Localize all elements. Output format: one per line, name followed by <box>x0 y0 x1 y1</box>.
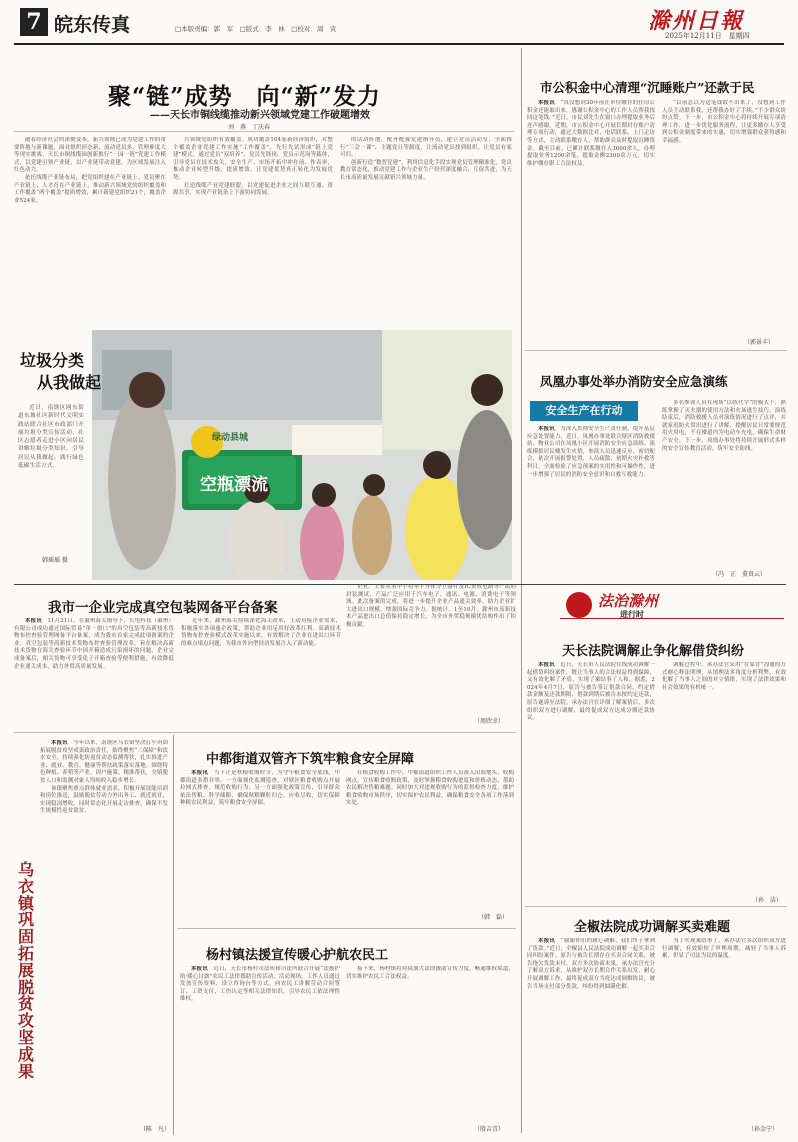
packaging-column-1 <box>14 618 174 726</box>
column-divider-left <box>173 735 174 1135</box>
grain-column-2 <box>346 770 514 918</box>
poverty-text <box>40 740 168 786</box>
legal-banner-rule <box>560 618 784 619</box>
column-divider-right <box>521 48 522 1133</box>
quanjiao-title: 全椒法院成功调解买卖难题 <box>574 920 731 935</box>
page-number: 7 <box>26 9 42 35</box>
fund-author: （郭景丰） <box>744 339 775 346</box>
yangcun-title: 杨村镇法援宣传暖心护航农民工 <box>206 948 389 963</box>
safety-banner <box>530 401 638 421</box>
poverty-body: 今年以来，南谯区乌衣镇坚决扛牢巩固拓展脱贫攻坚成果政治责任，始终聚焦“三保障”和饮水安全，持续强化防返贫动态监测帮扶，扎实推进产业、就业、教育、健康等帮扶政策落实落地。围绕特色种植、养殖等产业，因户施策、精准帮扶，全镇脱贫人口和监测对象人均纯收入稳步增长。 <box>40 740 168 784</box>
packaging-text-continued: 近年来，滁州海关持续深化海关改革，主动对接企业需求，积极落实各项惠企政策，帮助企业用足用好改革红利。高新技术货物布控查验模式改革实施以来，有效解决了企业在进出口环节的难点堵点问题，为我市外向型经济发展注入了新动能。 <box>181 618 341 647</box>
poverty-author: （陈 凡） <box>140 1126 171 1133</box>
side-title-2: 从我做起 <box>37 373 102 392</box>
page-number-box <box>20 8 48 36</box>
grain-text <box>180 770 340 808</box>
quanjiao-dateline: 本报讯 <box>538 938 556 944</box>
fund-title: 市公积金中心清理“沉睡账户”还款于民 <box>540 80 755 95</box>
fund-column-2 <box>662 100 786 340</box>
lead-paragraph: 创新打造“数智党建”，利用信息化手段实现党员管理精准化，党员教育常态化，推动党建工作与企业生产经营深度融合、互促共进，为天长市高质量发展贡献新兴领域力量。 <box>340 159 512 181</box>
safety-author: （冯 正 董贵云） <box>712 571 767 578</box>
lead-paragraph: 的活动阵地，配齐配强党建指导员，建立党员活动室，全面推行“三会一课”、主题党日等制度，让流动党员找到组织、让党员有家可归。 <box>340 137 512 159</box>
quanjiao-column-1 <box>527 938 655 1136</box>
safety-body: 为深入贯彻安全生产责任制，提升基层应急处置能力，近日，凤凰办事处联合辖区消防救援站、物业公司在凤凰小区开展消防安全应急演练。演练模拟居民楼发生火情，参演人员迅速反应、密切配合，依次开展报警处置、人员疏散、初期火灾扑救等科目，全面检验了应急预案的实用性和可操作性，进一步增强了居民的消防安全意识和自救互救能力。 <box>527 426 655 478</box>
safety-text <box>527 426 655 479</box>
yangcun-body-2: 接下来，杨村镇将持续加大法律援助宣传力度，畅通维权渠道，切实维护农民工合法权益。 <box>346 966 514 980</box>
legal-banner-icon <box>566 592 592 618</box>
fund-divider <box>525 350 787 351</box>
legal-text <box>527 662 655 723</box>
yangcun-column-1 <box>180 966 340 1136</box>
fund-text-continued: “以前总以为这笔钱取不出来了，没想到工作人员主动联系我，还帮我办好了手续。”不少群众纷纷点赞。下一步，市公积金中心将持续开展专项清理工作，进一步优化服务流程，让更多缴存人享受到公积金制度带来的实惠，切实增强群众获得感和幸福感。 <box>662 100 786 144</box>
photo-banner-text: 空瓶漂流 <box>200 475 268 495</box>
quanjiao-body: “谢谢你们的耐心调解，我们终于拿到了货款。”近日，全椒县人民法院成功调解一起买卖合同纠纷案件。原告与被告长期存在买卖合同关系，被告拖欠货款未付，双方多次协商未果。承办法官充分了解双方诉求，从维护双方长期合作关系出发，耐心开展调解工作，最终促成双方当庭达成调解协议，被告当场支付部分货款，纠纷得到圆满化解。 <box>527 938 655 990</box>
newspaper-name: 滁州日報 <box>648 8 745 34</box>
legal-body-2: 调解过程中，承办法官采用“背靠背”沟通的方式耐心释法明理，从情理法多角度分析利弊，有效化解了当事人之间的对立情绪，实现了法律效果和社会效果的有机统一。 <box>662 662 786 691</box>
yangcun-dateline: 本报讯 <box>191 966 208 972</box>
safety-text-continued: 多名参训人员在现场“以练代学”的模式下，熟练掌握了灭火器的使用方法和火场逃生技巧。演练结束后，消防救援人员对演练情况进行了点评，并就家庭防火常识进行了讲解，提醒居民日常要规范用火用电，不在楼道内为电动车充电，确保生命财产安全。下一步，凤凰办事处将持续开展形式多样的安全宣传教育活动，筑牢安全防线。 <box>662 400 786 452</box>
packaging-text <box>14 618 174 671</box>
legal-banner <box>566 590 776 620</box>
lead-paragraph: 兴领域党组织有效覆盖。成功覆盖104家新经济组织，对整个覆盖企业党建工作实施“工作覆盖”，先行先试形成“链上党建”模式。通过党员“双培养”、党员先锋岗、党员示范岗等载体，引导党员在技术攻关、安全生产、市场开拓中冲在前、作表率，推动企业转型升级、提质增效，让党建优势真正转化为发展优势。 <box>173 137 333 181</box>
packaging-column-3 <box>346 584 516 724</box>
lower-left-rule <box>14 732 516 733</box>
quanjiao-column-2 <box>662 938 786 1124</box>
safety-column-1 <box>527 426 655 574</box>
packaging-body: 11月21日，在滁州海关指导下，长电科技（滁州）有限公司成功通过国际贸易“单一窗口”的真空包装等高新技术货物布控查验管理网备平台备案，成为我市首家完成此项备案的企业。真空包装等高新技术货物布控查验管理改革，旨在解决高新技术货物在海关查验环节中因开箱造成污染损坏的问题，企业完成备案后，相关货物可享受免于开箱查验等便利措施，有效降低企业通关成本，助力外贸高质量发展。 <box>14 618 174 670</box>
yangcun-author: （殷吉青） <box>474 1126 505 1133</box>
side-story-byline: 韩瑶瑶 摄 <box>42 557 68 564</box>
poverty-column-1 <box>40 740 168 1130</box>
grain-title: 中都街道双管齐下筑牢粮食安全屏障 <box>206 752 415 767</box>
legal-body: 近日，天长市人民法院在线成功调解一起借贷纠纷案件，既让当事人的合法权益得到保障，又有效化解了矛盾，实现了案结事了人和。据悉，2024年4月7日，原告与被告签订借款合同，约定借款金额及还款期限，借款到期后被告未按约定还款，原告遂诉至法院。承办法官在详细了解案情后，多次组织双方进行调解，最终促成双方达成分期还款协议。 <box>527 662 655 722</box>
page-header <box>0 0 798 44</box>
lead-paragraph: 随着经济社会的深刻变革，新兴领域已成为党建工作的重要阵地与新课题。面对组织形态新、流动党员多、管理难度大等现实挑战，天长市铜线缆园创新推行“一园一链”党建工作模式，以党建引领产业链，以产业链带动党建，为区域发展注入红色动力。 <box>14 137 166 174</box>
legal-divider <box>525 906 787 907</box>
safety-dateline: 本报讯 <box>538 426 555 432</box>
poverty-dateline: 本报讯 <box>51 740 68 746</box>
legal-column-2 <box>662 662 786 900</box>
packaging-author: （周欣幸） <box>474 718 505 725</box>
photo-illustration <box>92 330 512 580</box>
packaging-title: 我市一企业完成真空包装网备平台备案 <box>48 600 278 616</box>
lead-subtitle: ——天长市铜线缆推动新兴领域党建工作破题增效 <box>150 110 370 121</box>
quanjiao-text <box>527 938 655 991</box>
packaging-dateline: 本报讯 <box>25 618 42 624</box>
safety-title: 凤凰办事处举办消防安全应急演练 <box>540 374 728 389</box>
photo-banner-sub: 绿动县城 <box>212 433 249 443</box>
lead-column-3 <box>340 137 512 289</box>
yangcun-column-2 <box>346 966 514 1124</box>
side-title-1: 垃圾分类 <box>20 351 85 370</box>
header-rule <box>14 43 784 45</box>
grain-dateline: 本报讯 <box>191 770 209 776</box>
packaging-text-continued: 企业。主要从事中小功率半导体分立器件及IC集成电路等产品的封装测试，产品广泛应用于汽车电子、通讯、电源、消费电子等领域。此次备案的完成，将进一步提升企业产品通关效率，助力企业扩大进出口规模，增强国际竞争力。据统计，1至10月，滁州市高新技术产品进出口总值保持稳定增长，为全市外贸稳规模优结构作出了积极贡献。 <box>346 584 516 628</box>
safety-banner-text: 安全生产在行动 <box>545 404 623 417</box>
grain-body: 当下正是秋粮收购时节，为守牢粮食安全底线，中都街道多措并举，一方面强化监测巡查，对辖区粮食收购点开展拉网式排查，规范收购行为；另一方面强化政策宣传，引导群众依法售粮、科学储粮，确保秋粮颗粒归仓、应收尽收，切实保障种粮农民利益，筑牢粮食安全屏障。 <box>180 770 340 807</box>
yangcun-text <box>180 966 340 1004</box>
legal-column-1 <box>527 662 655 902</box>
issue-date: 2025年12月11日 星期四 <box>665 32 750 40</box>
grain-divider <box>177 928 516 929</box>
lead-paragraph: 依托线缆产业链布局，把党组织建在产业链上、党员聚在产业链上、人才育在产业链上，推动新兴领域党的组织覆盖和工作覆盖“两个覆盖”提质增效，累计新建党组织21个，覆盖企业524家。 <box>14 174 166 204</box>
quanjiao-author: （孙金宁） <box>748 1126 779 1133</box>
fund-text <box>527 100 655 168</box>
grain-column-1 <box>180 770 340 920</box>
legal-title: 天长法院调解止争化解借贷纠纷 <box>562 644 745 659</box>
lead-column-1 <box>14 137 166 337</box>
poverty-body-2: 该镇聚焦重点群体就业需求，积极开展技能培训和岗位推送，鼓励脱贫劳动力外出务工、就近就业，实现稳岗增收。同时常态化开展走访排查，确保不发生规模性返贫致贫。 <box>40 785 168 815</box>
legal-banner-sub: 进行时 <box>620 609 644 619</box>
grain-text-continued: 在粮食收购工作中，中都街道组织工作人员深入田间地头、收购网点，宣传粮食收购政策，及时掌握粮食收购进度和价格动态，帮助农民解决售粮难题。同时加大对违规收购行为的监督检查力度，维护粮食收购市场秩序，切实保护农民利益，确保粮食安全各项工作落到实处。 <box>346 770 514 807</box>
side-story-body <box>18 404 84 524</box>
lead-byline: 刘 燕 丁庆春 <box>228 124 271 131</box>
news-photo <box>92 330 512 580</box>
side-story-text: 近日，南谯区网东街道东坡社区新时代文明实践站联合社区市政部门开展垃圾分类宣传活动，社区志愿者走进小区向居民讲解垃圾分类知识，引导居民从我做起，践行绿色低碳生活方式。 <box>18 405 84 470</box>
packaging-column-2 <box>181 618 341 726</box>
fund-body: “真没想到30年前在单位缴存的住房公积金还能取出来，感谢公积金中心的工作人员帮我找回这笔钱。”近日，市民刘先生在窗口办理提取业务后连声感谢。近期，市公积金中心开展长期封存账户清理专项行动，通过大数据比对、电话联系、上门走访等方式，主动联系缴存人，帮助群众及时提取沉睡资金。截至目前，已累计联系缴存人3600余人，办理提取业务1200余笔，提取金额2300余万元，切实维护缴存职工合法权益。 <box>527 100 655 167</box>
quanjiao-body-2: 为了实现案结事了，承办法官多次组织双方进行调解，有效缩短了审理周期，减轻了当事人诉累，彰显了司法为民的温度。 <box>662 938 786 960</box>
fund-column-1 <box>527 100 655 340</box>
safety-column-2 <box>662 400 786 572</box>
fund-dateline: 本报讯 <box>538 100 555 106</box>
lead-column-2 <box>173 137 333 337</box>
legal-author: （孙 洁） <box>752 897 783 904</box>
lead-title: 聚“链”成势 向“新”发力 <box>108 83 381 110</box>
yangcun-body: 近日，天长市杨村司法所和司法所联合开展“法援护航·暖心讨薪”农民工法律援助宣传活动。活动现场，工作人员通过发放宣传资料、设立咨询台等方式，向农民工讲解劳动合同签订、工资支付、工伤认定等相关法律知识，引导农民工依法理性维权。 <box>180 966 340 1003</box>
legal-banner-text: 法治滁州 <box>598 592 659 610</box>
grain-author: （韩 磊） <box>478 914 509 921</box>
section-title: 皖东传真 <box>54 14 131 36</box>
lead-paragraph: 打造线缆产业党建联盟，以党建促进企业之间互联互通、资源共享，实现产业链条上下游协同发展。 <box>173 182 333 197</box>
legal-dateline: 本报讯 <box>538 662 555 668</box>
editor-credits: □本版责编：郭 军 □版式：李 林 □校对：周 寅 <box>175 25 337 33</box>
poverty-title: 乌衣镇巩固拓展脱贫攻坚成果 <box>18 860 35 1081</box>
lead-divider <box>14 131 514 132</box>
